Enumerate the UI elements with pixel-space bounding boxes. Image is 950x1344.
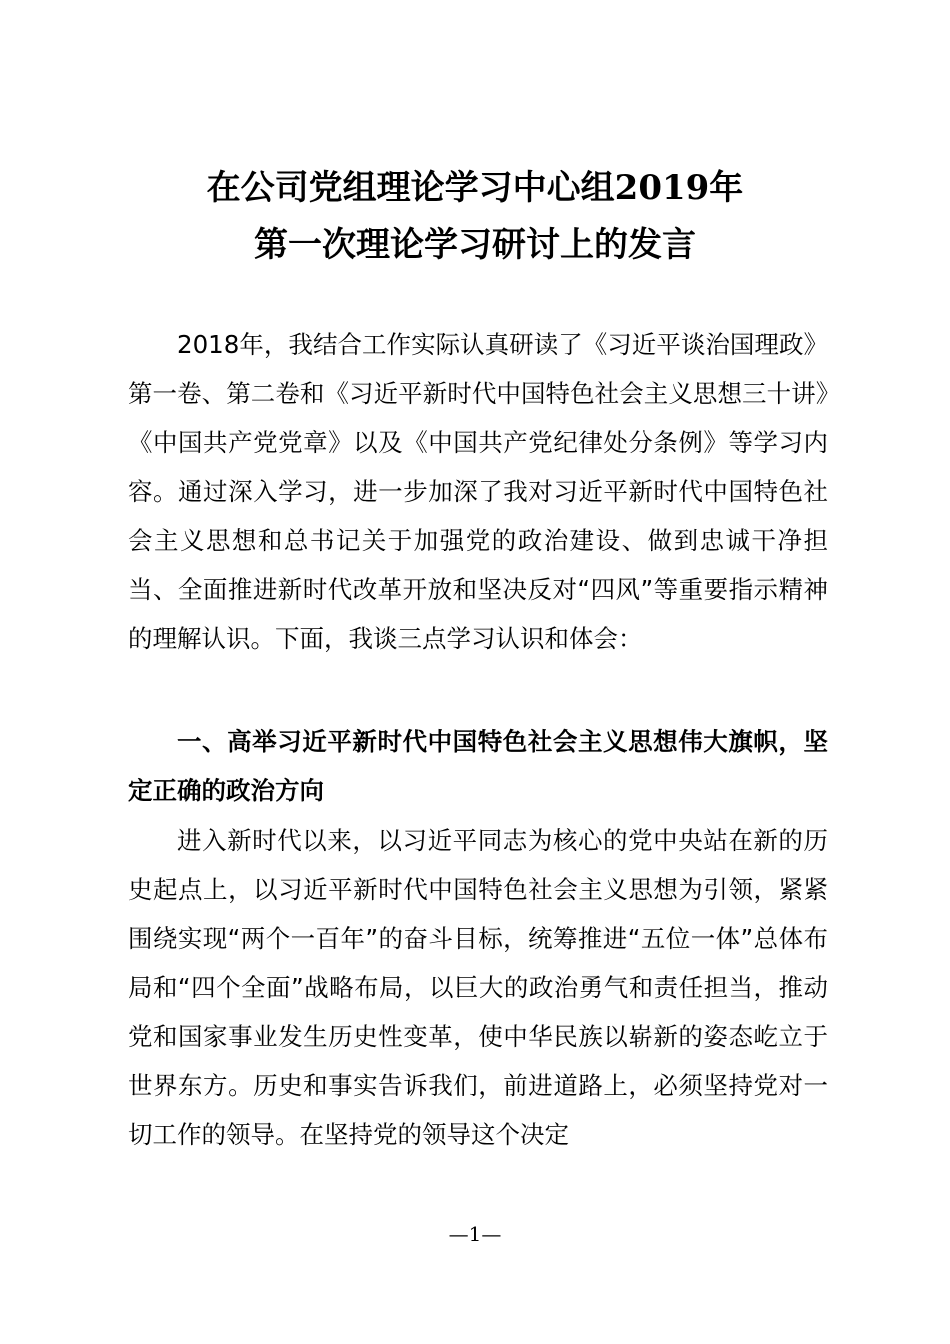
section-heading-1: 一、高举习近平新时代中国特色社会主义思想伟大旗帜，坚定正确的政治方向 [128,727,828,805]
document-title-line-2: 第一次理论学习研讨上的发言 [254,225,696,265]
body-paragraph-1-block [128,320,828,663]
section-heading-1-block [128,717,828,815]
body-paragraph-1: 2018年，我结合工作实际认真研读了《习近平谈治国理政》第一卷、第二卷和《习近平新时代中国特色社会主义思想三十讲》《中国共产党党章》以及《中国共产党纪律处分条例》等学习内容。通过深入学习，进一步加深了我对习近平新时代中国特色社会主义思想和总书记关于加强党的政治建设、做到忠诚干净担当、全面推进新时代改革开放和坚决反对“四风”等重要指示精神的理解认识。下面，我谈三点学习认识和体会： [128,330,828,653]
document-title-line-1: 在公司党组理论学习中心组2019年 [206,168,744,208]
body-paragraph-2: 进入新时代以来，以习近平同志为核心的党中央站在新的历史起点上，以习近平新时代中国特色社会主义思想为引领，紧紧围绕实现“两个一百年”的奋斗目标，统筹推进“五位一体”总体布局和“四个全面”战略布局，以巨大的政治勇气和责任担当，推动党和国家事业发生历史性变革，使中华民族以崭新的姿态屹立于世界东方。历史和事实告诉我们，前进道路上，必须坚持党对一切工作的领导。在坚持党的领导这个决定 [128,826,828,1149]
page-number: —1— [448,1222,502,1246]
body-paragraph-2-block [128,816,828,1159]
